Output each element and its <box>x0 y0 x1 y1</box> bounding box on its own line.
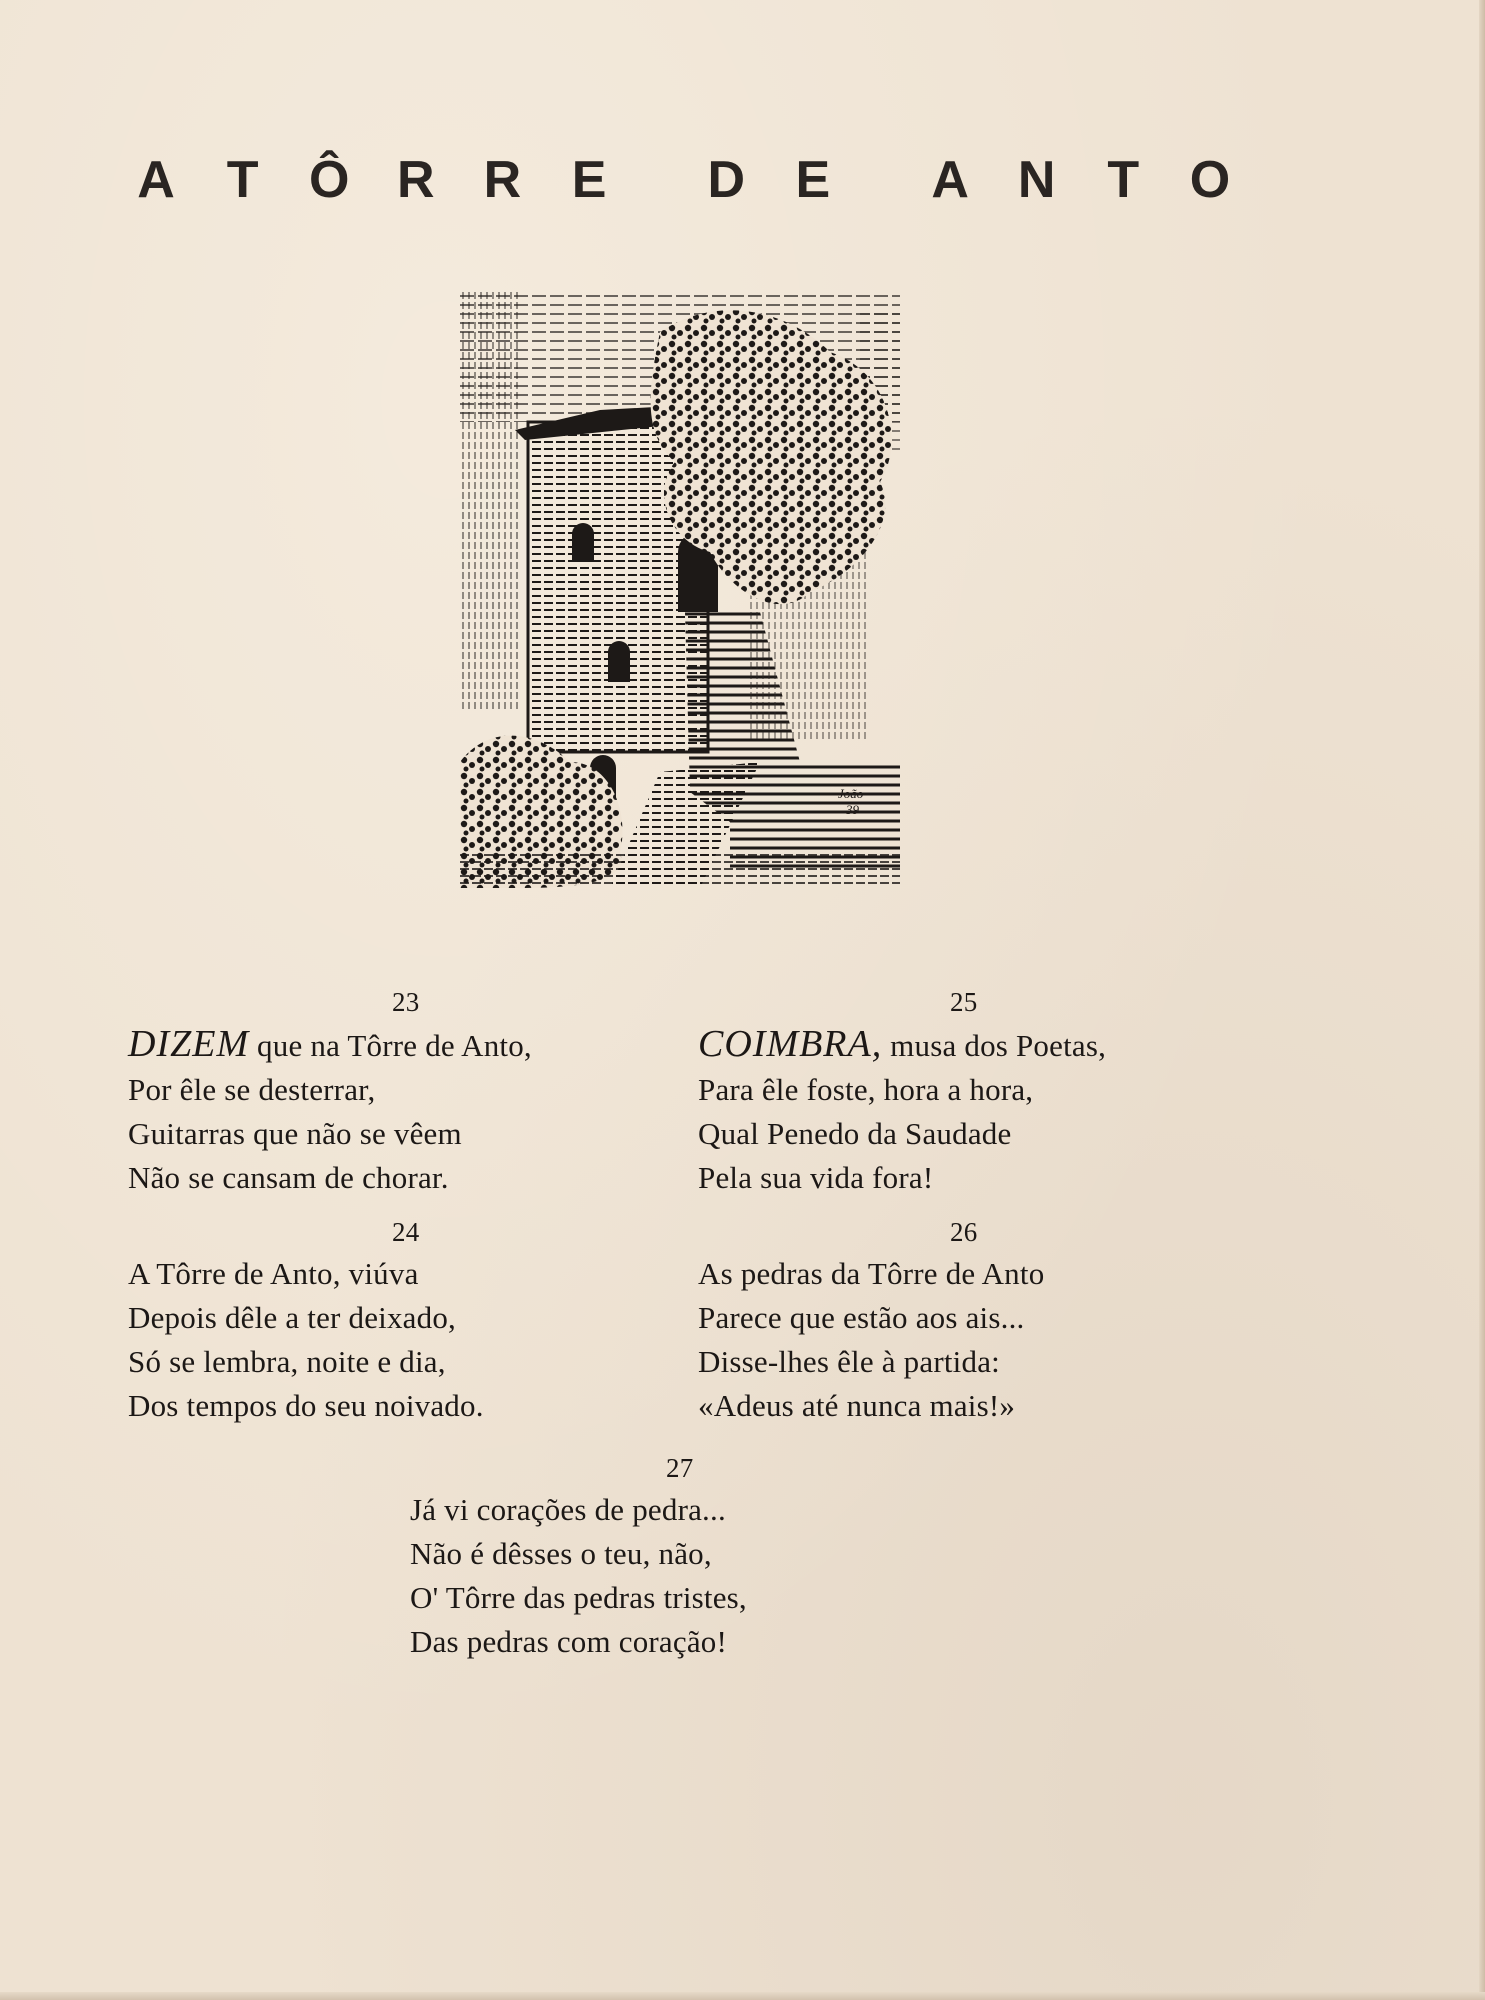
tower-engraving <box>460 292 900 888</box>
page-bottom-edge <box>0 1992 1485 2000</box>
title-letter: R <box>483 151 522 209</box>
verse-line: Qual Penedo da Saudade <box>698 1116 1012 1151</box>
stanza-number: 24 <box>392 1217 420 1247</box>
artist-year: 39 <box>846 802 859 817</box>
stanza-24 <box>128 1212 628 1428</box>
verse-line: Só se lembra, noite e dia, <box>128 1344 446 1379</box>
title-letter: A <box>931 151 969 209</box>
verse-line: Pela sua vida fora! <box>698 1160 934 1195</box>
verse-line: Guitarras que não se vêem <box>128 1116 462 1151</box>
verse-line <box>128 1022 628 1068</box>
stanza-lead-word: DIZEM <box>128 1023 250 1065</box>
stanza-lead-word: COIMBRA, <box>698 1023 883 1065</box>
stanza-number: 25 <box>950 987 978 1017</box>
verse-line: O' Tôrre das pedras tristes, <box>410 1580 747 1615</box>
stanza-27 <box>410 1448 950 1664</box>
verse-line: Dos tempos do seu noivado. <box>128 1388 484 1423</box>
title-letter: D <box>707 151 746 209</box>
title-space <box>871 150 891 210</box>
page-title <box>128 150 1238 210</box>
verse-line: Já vi corações de pedra... <box>410 1492 726 1527</box>
verse-line-rest: musa dos Poetas, <box>882 1028 1107 1063</box>
verse-line: As pedras da Tôrre de Anto <box>698 1256 1045 1291</box>
title-letter: T <box>226 151 259 209</box>
verse-line: Disse-lhes êle à partida: <box>698 1344 1000 1379</box>
stanza-number: 23 <box>392 987 420 1017</box>
verse-line: Parece que estão aos ais... <box>698 1300 1025 1335</box>
stanza-23 <box>128 982 628 1200</box>
artist-signature: João <box>838 786 864 801</box>
verse-line <box>698 1022 1238 1068</box>
title-letter: E <box>795 151 831 209</box>
verse-line: «Adeus até nunca mais!» <box>698 1388 1016 1423</box>
title-space <box>648 150 668 210</box>
verse-line: Não se cansam de chorar. <box>128 1160 449 1195</box>
verse-line: Das pedras com coração! <box>410 1624 728 1659</box>
verse-line: Depois dêle a ter deixado, <box>128 1300 456 1335</box>
stanza-26 <box>698 1212 1238 1428</box>
page-right-edge <box>1479 0 1485 2000</box>
verse-line-rest: que na Tôrre de Anto, <box>249 1028 532 1063</box>
title-letter: R <box>397 151 435 209</box>
verse-line: Por êle se desterrar, <box>128 1072 376 1107</box>
stanza-25 <box>698 982 1238 1200</box>
verse-line: Não é dêsses o teu, não, <box>410 1536 712 1571</box>
title-letter: A <box>137 151 175 209</box>
title-letter: O <box>1189 151 1231 209</box>
stanza-number: 26 <box>950 1217 978 1247</box>
verse-line: A Tôrre de Anto, viúva <box>128 1256 419 1291</box>
title-letter: T <box>1107 151 1140 209</box>
stanza-number: 27 <box>666 1453 694 1483</box>
verse-line: Para êle foste, hora a hora, <box>698 1072 1034 1107</box>
title-letter: Ô <box>308 151 350 209</box>
tower-woodcut-illustration <box>460 292 900 888</box>
title-letter: N <box>1017 151 1056 209</box>
title-letter: E <box>571 151 607 209</box>
